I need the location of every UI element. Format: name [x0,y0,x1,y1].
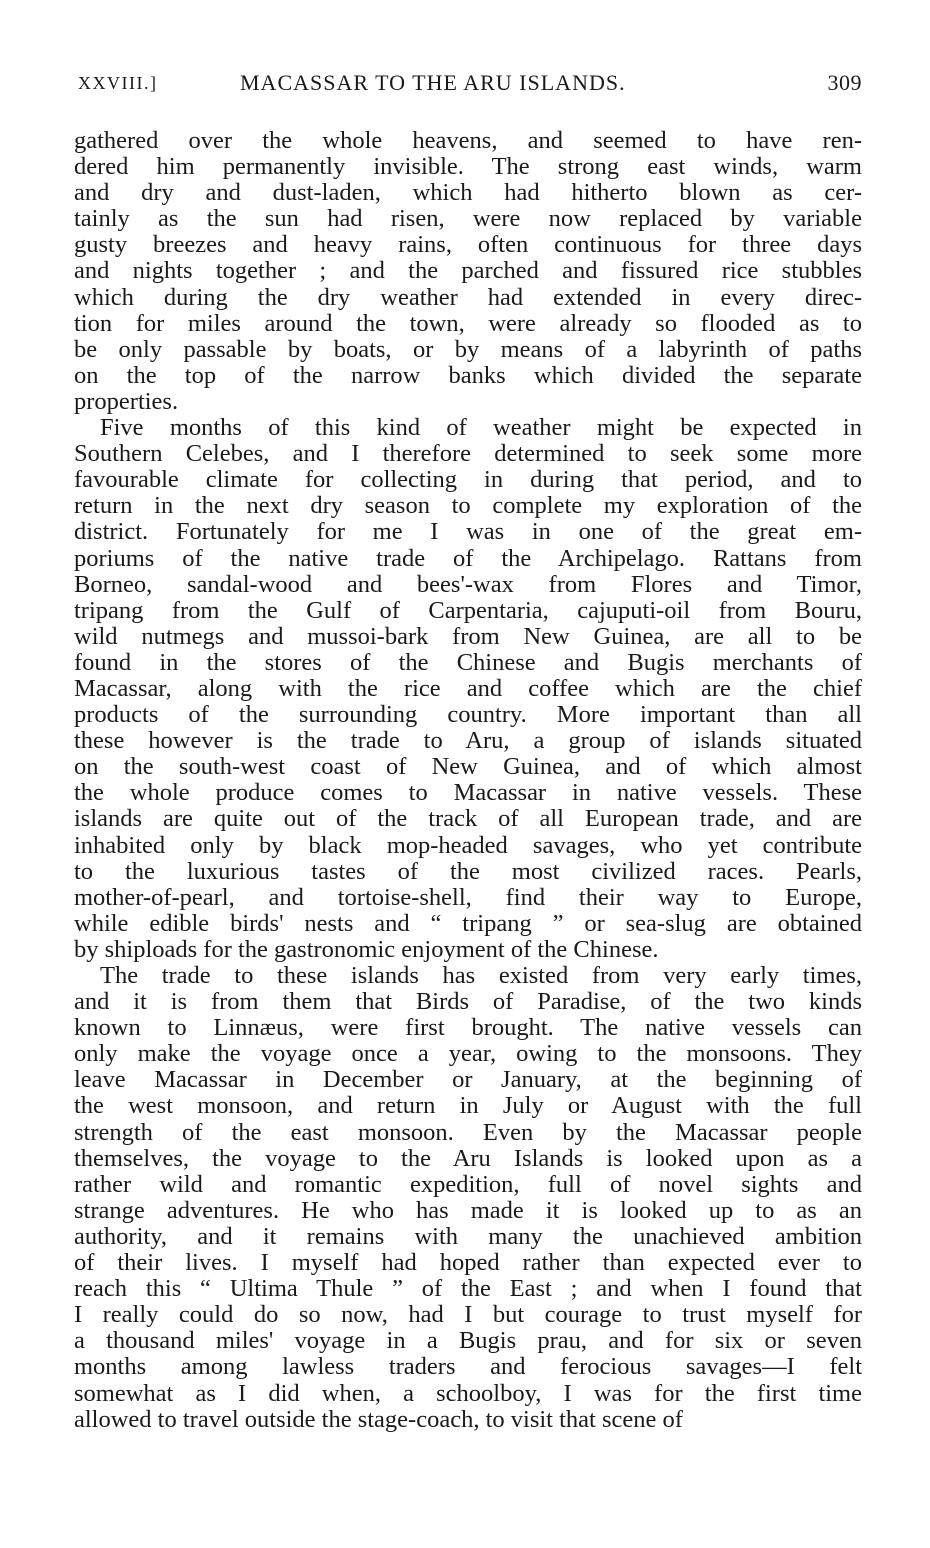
text-line: and dry and dust-laden, which had hitherto blown as cer- [74,179,862,207]
text-line: to the luxurious tastes of the most civilized races. Pearls, [74,857,862,885]
text-line: be only passable by boats, or by means of a labyrinth of paths [74,335,862,363]
text-line: these however is the trade to Aru, a group of islands situated [74,727,862,755]
text-line: poriums of the native trade of the Archipelago. Rattans from [74,544,862,572]
text-line: tion for miles around the town, were already so flooded as to [74,309,862,337]
text-line: themselves, the voyage to the Aru Islands is looked upon as a [74,1144,862,1172]
text-line: rather wild and romantic expedition, full of novel sights and [74,1170,862,1198]
text-line: reach this “ Ultima Thule ” of the East ; and when I found that [74,1275,862,1303]
text-line: authority, and it remains with many the unachieved ambition [74,1222,862,1250]
text-line: while edible birds' nests and “ tripang ” or sea-slug are obtained [74,909,862,937]
text-line: of their lives. I myself had hoped rather than expected ever to [74,1249,862,1277]
running-head [78,70,862,102]
text-line: by shiploads for the gastronomic enjoyment of the Chinese. [74,935,659,963]
text-line: strange adventures. He who has made it is looked up to as an [74,1196,862,1224]
text-line: dered him permanently invisible. The strong east winds, warm [74,153,862,181]
paragraph [74,415,862,963]
text-line: a thousand miles' voyage in a Bugis prau, and for six or seven [74,1327,862,1355]
text-line: tainly as the sun had risen, were now replaced by variable [74,205,862,233]
text-line: months among lawless traders and ferocious savages—I felt [74,1353,862,1381]
text-line: I really could do so now, had I but courage to trust myself for [74,1301,862,1329]
text-line: The trade to these islands has existed from very early times, [100,962,862,989]
text-line: favourable climate for collecting in during that period, and to [74,466,862,494]
page-number: 309 [827,70,862,95]
text-line: return in the next dry season to complete my exploration of the [74,492,862,520]
chapter-number: XXVIII.] [78,73,158,93]
text-line: tripang from the Gulf of Carpentaria, cajuputi-oil from Bouru, [74,596,862,624]
text-line: mother-of-pearl, and tortoise-shell, find their way to Europe, [74,883,862,911]
body-text [74,128,862,1433]
text-line: wild nutmegs and mussoi-bark from New Guinea, are all to be [74,622,862,650]
text-line: properties. [74,387,179,415]
text-line: Five months of this kind of weather might be expected in [100,414,862,442]
text-line: known to Linnæus, were first brought. The native vessels can [74,1014,862,1042]
text-line: products of the surrounding country. More important than all [74,701,862,729]
text-line: allowed to travel outside the stage-coach, to visit that scene of [74,1405,683,1433]
text-line: gusty breezes and heavy rains, often continuous for three days [74,231,862,259]
text-line: gathered over the whole heavens, and seemed to have ren- [74,127,862,154]
text-line: only make the voyage once a year, owing to the monsoons. They [74,1040,862,1068]
text-line: and it is from them that Birds of Paradise, of the two kinds [74,988,862,1016]
text-line: the west monsoon, and return in July or August with the full [74,1092,862,1120]
running-title: MACASSAR TO THE ARU ISLANDS. [240,70,626,95]
text-line: leave Macassar in December or January, at the beginning of [74,1066,862,1094]
text-line: strength of the east monsoon. Even by the Macassar people [74,1118,862,1146]
text-line: on the top of the narrow banks which divided the separate [74,361,862,389]
text-line: Southern Celebes, and I therefore determined to seek some more [74,440,862,468]
text-line: islands are quite out of the track of all European trade, and are [74,805,862,833]
text-line: the whole produce comes to Macassar in native vessels. These [74,779,862,807]
text-line: somewhat as I did when, a schoolboy, I was for the first time [74,1379,862,1407]
paragraph [74,128,862,415]
paragraph [74,963,862,1433]
text-line: which during the dry weather had extended in every direc- [74,283,862,311]
text-line: found in the stores of the Chinese and Bugis merchants of [74,648,862,676]
text-line: inhabited only by black mop-headed savages, who yet contribute [74,831,862,859]
text-line: Macassar, along with the rice and coffee which are the chief [74,674,862,702]
text-line: Borneo, sandal-wood and bees'-wax from Flores and Timor, [74,570,862,598]
text-line: on the south-west coast of New Guinea, and of which almost [74,753,862,781]
text-line: and nights together ; and the parched and fissured rice stubbles [74,257,862,285]
text-line: district. Fortunately for me I was in one of the great em- [74,518,862,546]
